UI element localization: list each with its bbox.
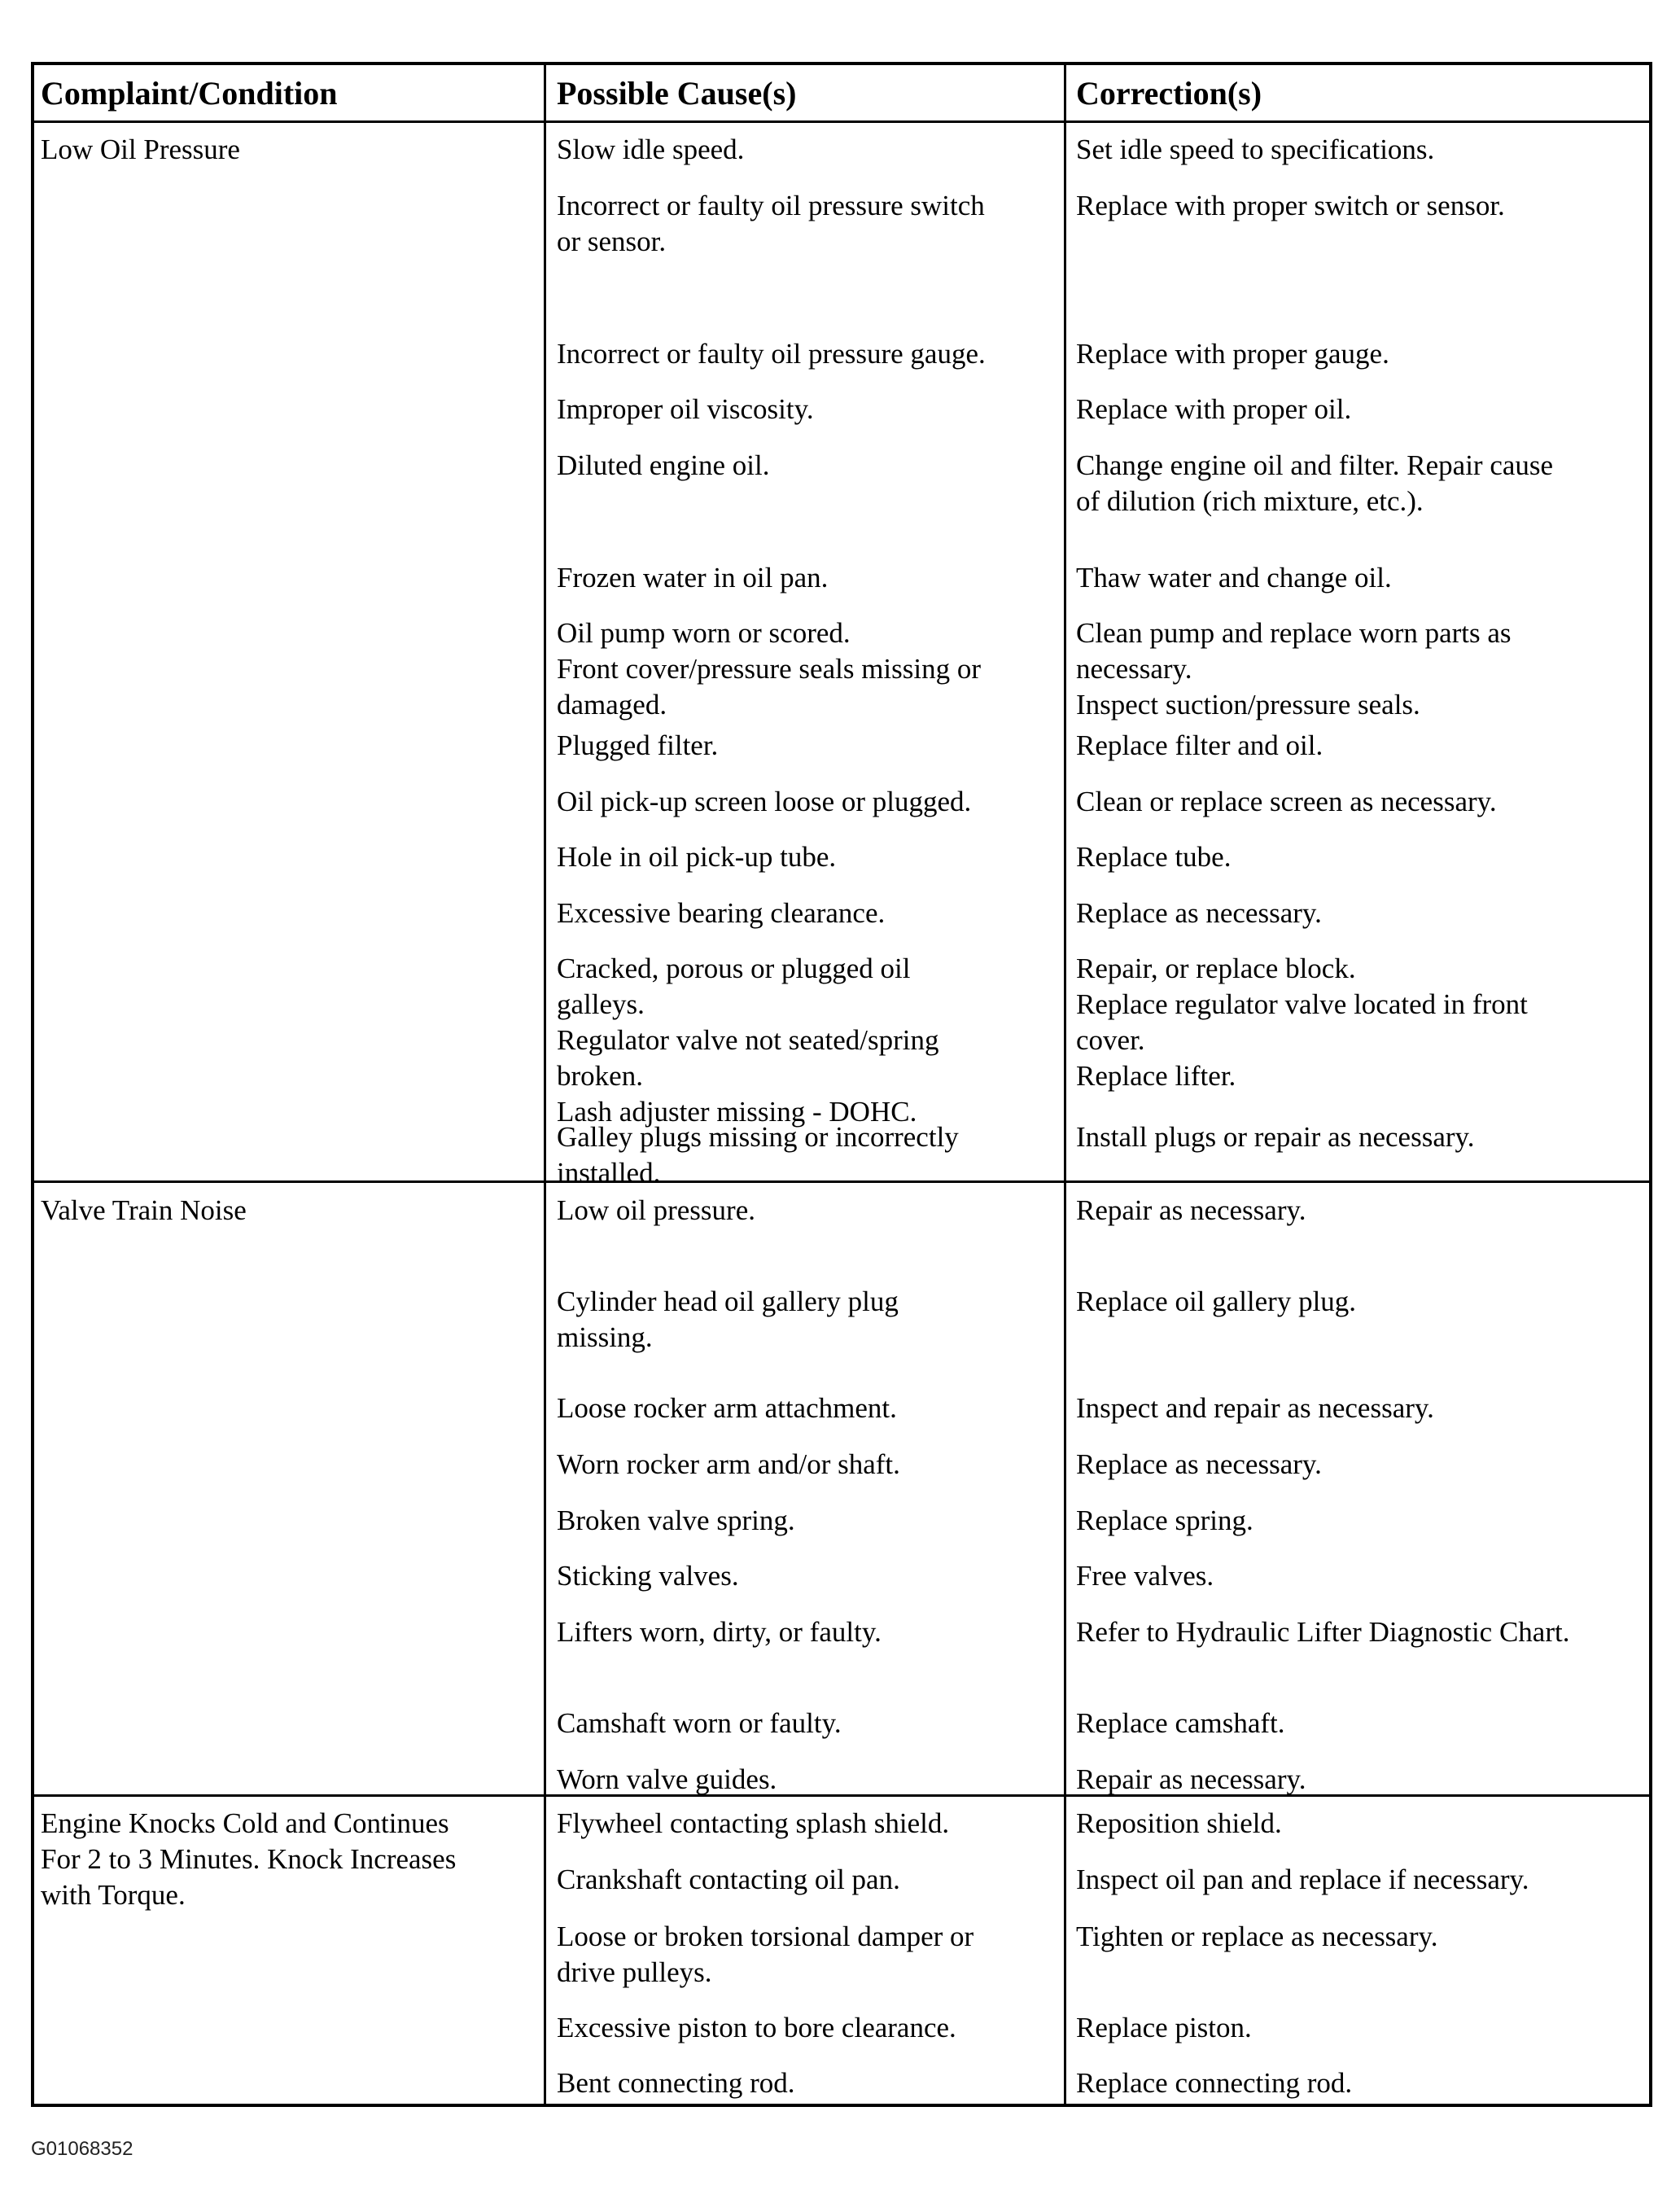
cause-cell: Flywheel contacting splash shield. [557, 1807, 950, 1839]
section-divider [34, 1794, 1649, 1797]
cause-cell: Plugged filter. [557, 729, 719, 761]
header-cause: Possible Cause(s) [557, 75, 797, 112]
correction-cell: Reposition shield. [1076, 1807, 1282, 1839]
condition-cell: Engine Knocks Cold and Continues For 2 to 3 Minutes. Knock Increases with Torque. [41, 1807, 457, 1911]
correction-cell: Replace oil gallery plug. [1076, 1286, 1357, 1317]
correction-cell: Repair, or replace block. Replace regulator valve located in front cover. Replace lifter. [1076, 953, 1528, 1092]
cause-cell: Broken valve spring. [557, 1505, 795, 1536]
cause-cell: Low oil pressure. [557, 1194, 755, 1226]
cause-cell: Improper oil viscosity. [557, 393, 814, 425]
correction-cell: Replace with proper oil. [1076, 393, 1352, 425]
cause-cell: Excessive bearing clearance. [557, 897, 886, 929]
correction-cell: Clean or replace screen as necessary. [1076, 786, 1497, 817]
correction-cell: Replace with proper gauge. [1076, 338, 1389, 370]
correction-cell: Repair as necessary. [1076, 1763, 1306, 1795]
cause-cell: Camshaft worn or faulty. [557, 1707, 842, 1739]
cause-cell: Cylinder head oil gallery plug missing. [557, 1286, 899, 1353]
header-correction: Correction(s) [1076, 75, 1262, 112]
correction-cell: Clean pump and replace worn parts as necessary. Inspect suction/pressure seals. [1076, 617, 1512, 721]
cause-cell: Loose or broken torsional damper or drive pulleys. [557, 1921, 974, 1988]
condition-cell: Low Oil Pressure [41, 134, 240, 165]
cause-cell: Oil pick-up screen loose or plugged. [557, 786, 972, 817]
correction-cell: Replace filter and oil. [1076, 729, 1323, 761]
cause-cell: Oil pump worn or scored. Front cover/pressure seals missing or damaged. [557, 617, 982, 721]
header-condition: Complaint/Condition [41, 75, 338, 112]
cause-cell: Incorrect or faulty oil pressure gauge. [557, 338, 986, 370]
condition-cell: Valve Train Noise [41, 1194, 247, 1226]
cause-cell: Diluted engine oil. [557, 449, 770, 481]
correction-cell: Repair as necessary. [1076, 1194, 1306, 1226]
cause-cell: Bent connecting rod. [557, 2067, 795, 2099]
correction-cell: Free valves. [1076, 1560, 1214, 1592]
correction-cell: Install plugs or repair as necessary. [1076, 1121, 1475, 1153]
correction-cell: Tighten or replace as necessary. [1076, 1921, 1438, 1952]
correction-cell: Replace spring. [1076, 1505, 1253, 1536]
correction-cell: Replace piston. [1076, 2012, 1252, 2043]
correction-cell: Replace tube. [1076, 841, 1232, 873]
correction-cell: Inspect and repair as necessary. [1076, 1392, 1434, 1424]
correction-cell: Change engine oil and filter. Repair cause of dilution (rich mixture, etc.). [1076, 449, 1554, 517]
correction-cell: Set idle speed to specifications. [1076, 134, 1435, 165]
correction-cell: Replace connecting rod. [1076, 2067, 1353, 2099]
cause-cell: Sticking valves. [557, 1560, 739, 1592]
correction-cell: Inspect oil pan and replace if necessary. [1076, 1864, 1529, 1895]
column-divider [544, 65, 546, 2104]
correction-cell: Replace camshaft. [1076, 1707, 1285, 1739]
diagnostic-table [31, 62, 1652, 2107]
cause-cell: Worn rocker arm and/or shaft. [557, 1448, 900, 1480]
cause-cell: Worn valve guides. [557, 1763, 777, 1795]
section-divider [34, 1180, 1649, 1183]
cause-cell: Cracked, porous or plugged oil galleys. Regulator valve not seated/spring broken. Lash adjuster missing - DOHC. [557, 953, 939, 1128]
cause-cell: Incorrect or faulty oil pressure switch or sensor. [557, 190, 985, 257]
cause-cell: Frozen water in oil pan. [557, 562, 829, 593]
cause-cell: Lifters worn, dirty, or faulty. [557, 1616, 882, 1648]
cause-cell: Slow idle speed. [557, 134, 745, 165]
cause-cell: Crankshaft contacting oil pan. [557, 1864, 900, 1895]
correction-cell: Refer to Hydraulic Lifter Diagnostic Chart. [1076, 1616, 1570, 1648]
column-divider [1064, 65, 1066, 2104]
cause-cell: Loose rocker arm attachment. [557, 1392, 897, 1424]
header-divider [34, 120, 1649, 123]
cause-cell: Hole in oil pick-up tube. [557, 841, 837, 873]
correction-cell: Replace with proper switch or sensor. [1076, 190, 1505, 221]
cause-cell: Galley plugs missing or incorrectly installed. [557, 1121, 959, 1189]
figure-id: G01068352 [31, 2138, 133, 2160]
correction-cell: Replace as necessary. [1076, 897, 1322, 929]
cause-cell: Excessive piston to bore clearance. [557, 2012, 956, 2043]
correction-cell: Replace as necessary. [1076, 1448, 1322, 1480]
correction-cell: Thaw water and change oil. [1076, 562, 1392, 593]
